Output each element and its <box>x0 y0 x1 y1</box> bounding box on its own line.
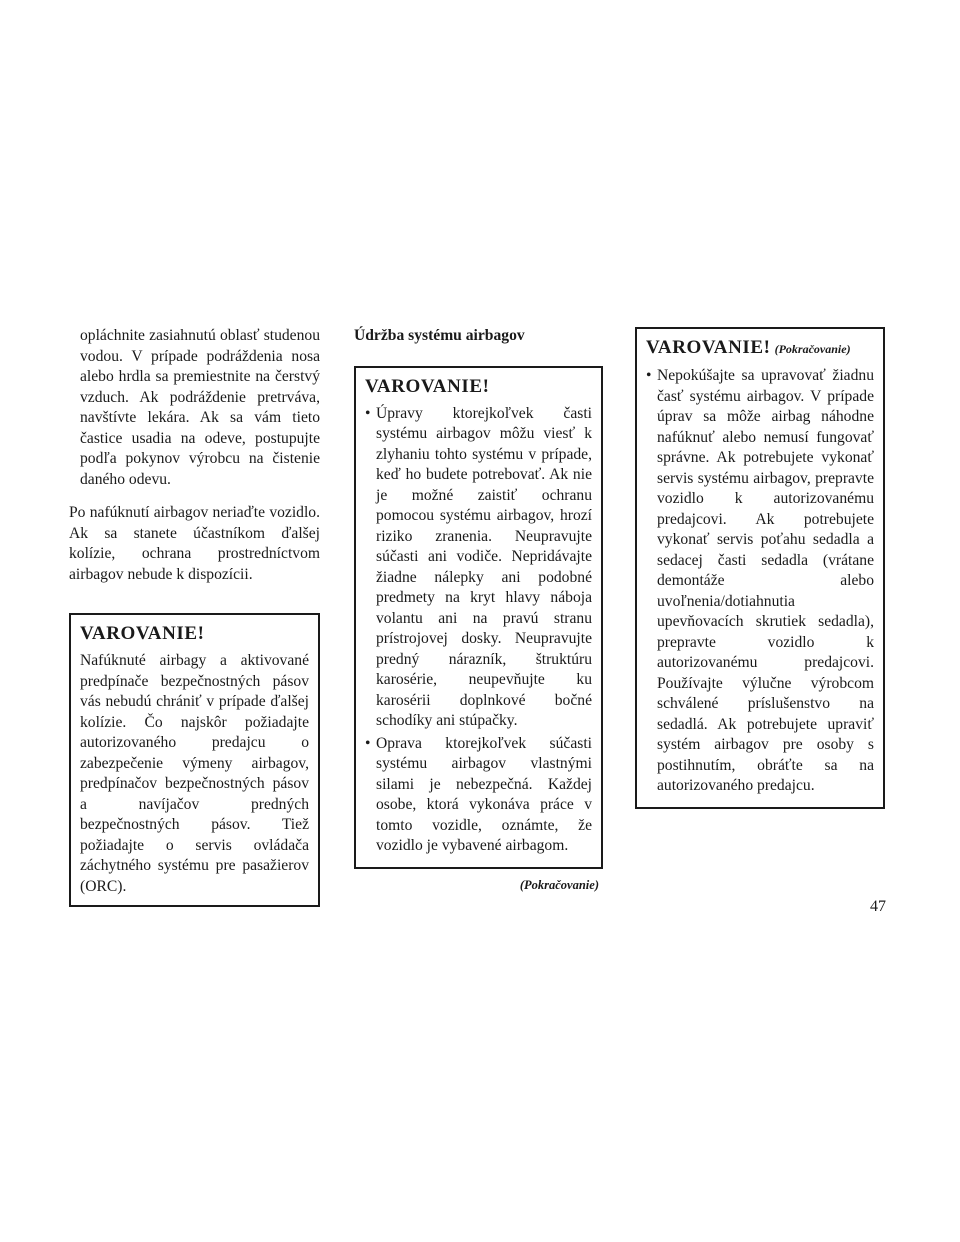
bullet-text: Oprava ktorejkoľvek súčasti systému airbagov vlastnými silami je nebezpečná. Každej osobe, ktorá vykonáva práce v tomto vozidle, oznámte, že vozidlo je vybavené airbagom. <box>376 734 592 854</box>
bullet-icon: • <box>365 404 371 422</box>
column-2 <box>354 326 603 895</box>
warning-bullet <box>646 366 874 797</box>
warning-box-1 <box>69 613 320 907</box>
warning-bullet <box>365 404 592 732</box>
column-3 <box>635 327 885 809</box>
section-heading: Údržba systému airbagov <box>354 327 525 344</box>
continuation-paragraph: opláchnite zasiahnutú oblasť studenou vodou. V prípade podráždenia nosa alebo hrdla sa premiestnite na čerstvý vzduch. Ak podráždenie pretrváva, navštívte lekára. Ak sa vám tieto častice usadia na odeve, postupujte podľa pokynov výrobcu na čistenie daného odevu. <box>80 327 320 488</box>
bullet-text: Nepokúšajte sa upravovať žiadnu časť systému airbagov. V prípade úprav sa môže airbag náhodne nafúknuť alebo nemusí fungovať správne. Ak potrebujete vykonať servis systému airbagov, prepravte vozidlo k autorizovanému predajcovi. Ak potrebujete vykonať servis poťahu sedadla a sedacej časti sedadla (vrátane demontáže alebo uvoľnenia/dotiahnutia upevňovacích skrutiek sedadla), prepravte vozidlo k autorizovanému predajcovi. Používajte výlučne výrobcom schválené príslušenstvo na sedadlá. Ak potrebujete upraviť systém airbagov pre osoby s postihnutím, obráťte sa na autorizovaného predajcu. <box>657 367 874 794</box>
deployed-airbag-paragraph: Po nafúknutí airbagov neriaďte vozidlo. Ak sa stanete účastníkom ďalšej kolízie, ochrana prostredníctvom airbagov nebude k dispozícii. <box>69 504 320 583</box>
bullet-icon: • <box>365 734 371 752</box>
warning-title: VAROVANIE! <box>646 337 771 358</box>
warning-box-3 <box>635 327 885 809</box>
continued-label: (Pokračovanie) <box>519 877 599 892</box>
page-number: 47 <box>870 898 886 915</box>
warning-continued-label: (Pokračovanie) <box>774 342 851 356</box>
warning-title: VAROVANIE! <box>365 375 490 397</box>
warning-title: VAROVANIE! <box>80 623 205 644</box>
warning-bullet <box>365 734 592 857</box>
bullet-icon: • <box>646 367 652 384</box>
warning-title-row <box>646 337 874 360</box>
bullet-text: Úpravy ktorejkoľvek časti systému airbagov môžu viesť k zlyhaniu tohto systému v prípade, keď ho budete potrebovať. Ak nie je možné zaistiť ochranu pomocou systému airbagov, hrozí riziko zranenia. Neupravujte súčasti ani vodiče. Nepridávajte žiadne nálepky ani podobné predmety na kryt hlavy náboja volantu ani na pravú stranu prístrojovej dosky. Neupravujte predný nárazník, štruktúru karosérie, neupevňujte ku karosérii doplnkové bočné schodíky ani stúpačky. <box>376 404 592 729</box>
warning-text: Nafúknuté airbagy a aktivované predpínače bezpečnostných pásov vás nebudú chrániť v prípade ďalšej kolízie. Čo najskôr požiadajte autorizovaného predajcu o zabezpečenie výmeny airbagov, predpínačov bezpečnostných pásov a navíjačov predných bezpečnostných pásov. Tiež požiadajte o servis ovládača záchytného systému pre pasažierov (ORC). <box>80 652 309 895</box>
column-1 <box>69 326 320 907</box>
warning-box-2 <box>354 366 603 869</box>
